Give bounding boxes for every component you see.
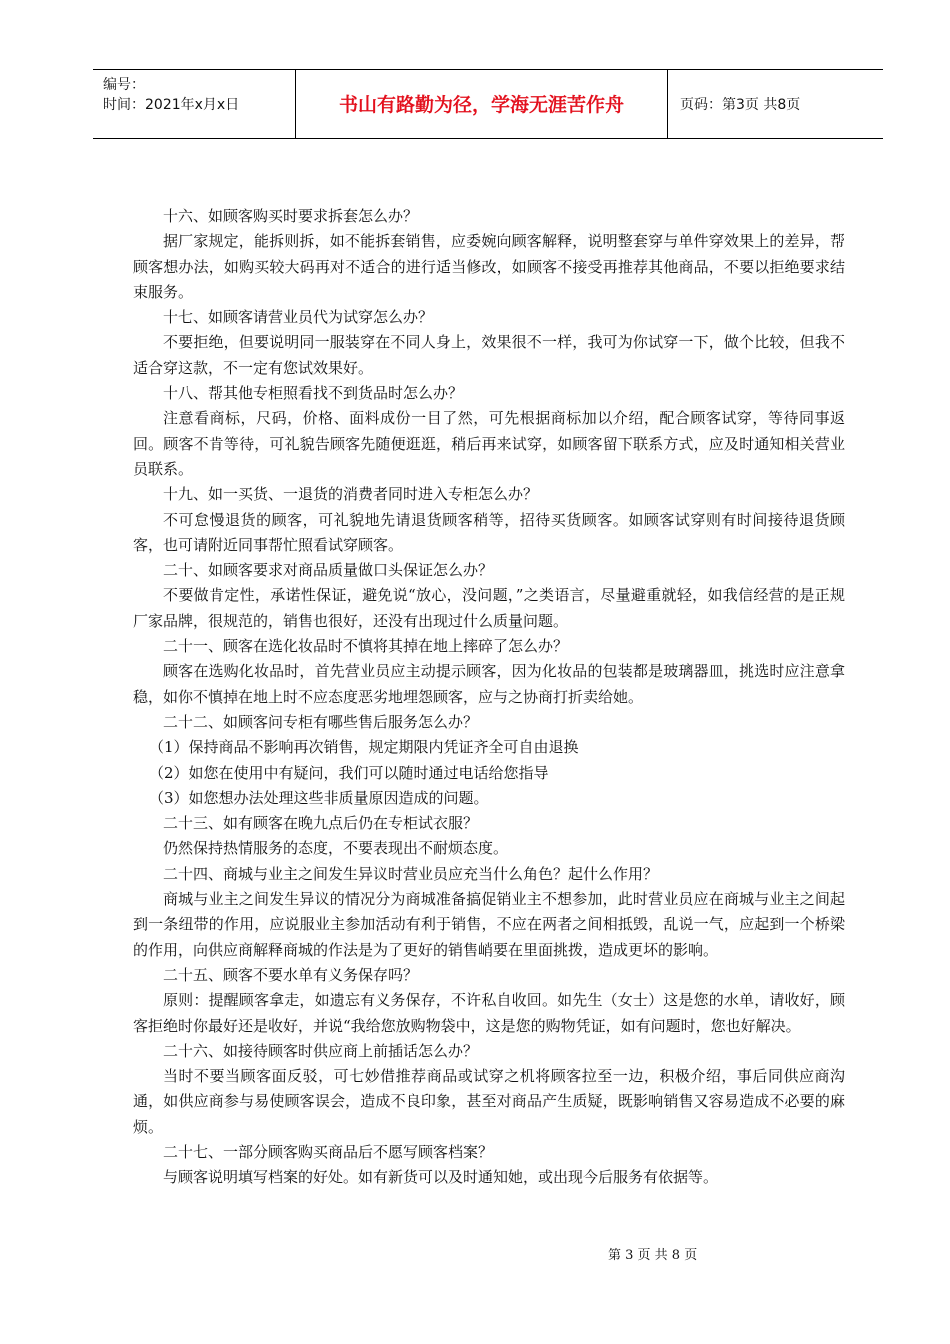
question-heading: 二十一、顾客在选化妆品时不慎将其掉在地上摔碎了怎么办？ (163, 637, 569, 656)
question-heading: 二十三、如有顾客在晚九点后仍在专柜试衣服？ (163, 814, 479, 833)
answer-paragraph: 不要做肯定性，承诺性保证，避免说“放心，没问题，”之类语言，尽量避重就轻，如我信经营的是正规厂家品牌，很规范的，销售也很好，还没有出现过什么质量问题。 (133, 586, 845, 630)
header-meta-cell (93, 70, 296, 138)
answer-paragraph: 注意看商标，尺码，价格、面料成份一目了然，可先根据商标加以介绍，配合顾客试穿，等待同事返回。顾客不肯等待，可礼貌告顾客先随便逛逛，稍后再来试穿，如顾客留下联系方式，应及时通知相关营业员联系。 (133, 409, 845, 478)
document-body (133, 204, 845, 1191)
header-page-info: 页码：第3页 共8页 (680, 97, 801, 113)
question-heading: 二十、如顾客要求对商品质量做口头保证怎么办？ (163, 561, 494, 580)
page-header (93, 69, 883, 139)
list-item: （1）保持商品不影响再次销售，规定期限内凭证齐全可自由退换 (149, 738, 579, 757)
list-item: （2）如您在使用中有疑问，我们可以随时通过电话给您指导 (149, 763, 549, 782)
doc-time-label: 时间：2021年x月x日 (103, 97, 240, 113)
page-footer: 第 3 页 共 8 页 (608, 1248, 698, 1263)
question-heading: 十七、如顾客请营业员代为试穿怎么办？ (163, 308, 434, 327)
answer-paragraph: 不可怠慢退货的顾客，可礼貌地先请退货顾客稍等，招待买货顾客。如顾客试穿则有时间接待退货顾客，也可请附近同事帮忙照看试穿顾客。 (133, 510, 845, 554)
answer-paragraph: 原则：提醒顾客拿走，如遗忘有义务保存，不许私自收回。如先生（女士）这是您的水单，请收好，顾客拒绝时你最好还是收好，并说“我给您放购物袋中，这是您的购物凭证，如有问题时，您也好解决。 (133, 991, 845, 1035)
answer-paragraph: 与顾客说明填写档案的好处。如有新货可以及时通知她，或出现今后服务有依据等。 (163, 1168, 719, 1187)
answer-paragraph: 当时不要当顾客面反驳，可七妙借推荐商品或试穿之机将顾客拉至一边，积极介绍，事后同供应商沟通，如供应商参与易使顾客误会，造成不良印象，甚至对商品产生质疑，既影响销售又容易造成不必要的麻烦。 (133, 1067, 845, 1136)
list-item: （3）如您想办法处理这些非质量原因造成的问题。 (149, 788, 489, 807)
question-heading: 十九、如一买货、一退货的消费者同时进入专柜怎么办？ (163, 485, 539, 504)
question-heading: 二十四、商城与业主之间发生异议时营业员应充当什么角色？起什么作用？ (163, 864, 659, 883)
answer-paragraph: 据厂家规定，能拆则拆，如不能拆套销售，应委婉向顾客解释，说明整套穿与单件穿效果上的差异，帮顾客想办法，如购买较大码再对不适合的进行适当修改，如顾客不接受再推荐其他商品，不要以拒绝要求结束服务。 (133, 232, 845, 301)
question-heading: 二十七、一部分顾客购买商品后不愿写顾客档案？ (163, 1142, 494, 1161)
question-heading: 二十五、顾客不要水单有义务保存吗？ (163, 965, 419, 984)
doc-id-label: 编号： (103, 77, 145, 93)
header-motto-cell (296, 70, 668, 138)
answer-paragraph: 仍然保持热情服务的态度，不要表现出不耐烦态度。 (163, 839, 509, 858)
header-motto: 书山有路勤为径，学海无涯苦作舟 (338, 94, 624, 116)
answer-paragraph: 商城与业主之间发生异议的情况分为商城准备搞促销业主不想参加，此时营业员应在商城与业主之间起到一条纽带的作用，应说服业主参加活动有利于销售，不应在两者之间相抵毁，乱说一气，应起到一个桥梁的作用，向供应商解释商城的作法是为了更好的销售峭要在里面挑拨，造成更坏的影响。 (133, 890, 845, 959)
answer-paragraph: 不要拒绝，但要说明同一服装穿在不同人身上，效果很不一样，我可为你试穿一下，做个比较，但我不适合穿这款，不一定有您试效果好。 (133, 333, 845, 377)
question-heading: 二十二、如顾客问专柜有哪些售后服务怎么办？ (163, 712, 479, 731)
header-page-cell (668, 70, 883, 138)
question-heading: 十八、帮其他专柜照看找不到货品时怎么办？ (163, 384, 464, 403)
question-heading: 二十六、如接待顾客时供应商上前插话怎么办？ (163, 1041, 479, 1060)
answer-paragraph: 顾客在选购化妆品时，首先营业员应主动提示顾客，因为化妆品的包装都是玻璃器皿，挑选时应注意拿稳，如你不慎掉在地上时不应态度恶劣地埋怨顾客，应与之协商打折卖给她。 (133, 662, 845, 706)
question-heading: 十六、如顾客购买时要求拆套怎么办？ (163, 207, 419, 225)
